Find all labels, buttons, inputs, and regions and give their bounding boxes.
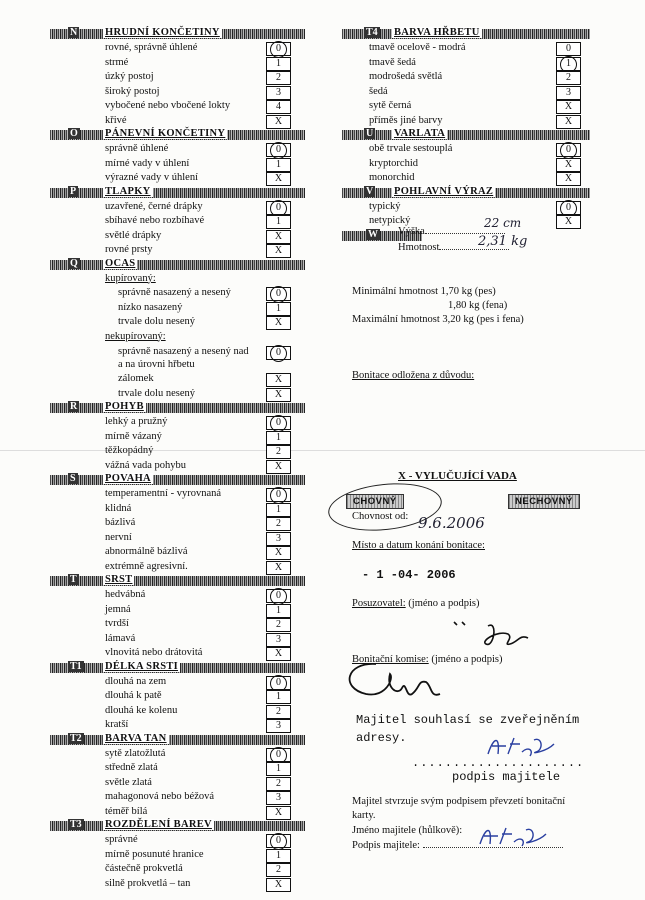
option-label: sbíhavé nebo rozbíhavé [105, 215, 205, 226]
section-title: BARVA TAN [105, 732, 167, 744]
option-row [50, 372, 305, 387]
score-box[interactable]: X [266, 460, 291, 474]
option-row [50, 877, 305, 892]
section-code: T4 [366, 27, 378, 38]
score-box[interactable]: 2 [556, 71, 581, 85]
option-label: nízko nasazený [118, 301, 183, 313]
owner-signature-2 [476, 822, 556, 852]
score-box[interactable]: X [266, 546, 291, 560]
score-box[interactable]: 2 [266, 71, 291, 85]
score-box[interactable]: X [266, 388, 291, 402]
section-title: POVAHA [105, 473, 151, 484]
option-label: klidná [105, 502, 132, 514]
option-row [50, 214, 305, 229]
score-box[interactable]: X [266, 561, 291, 575]
option-row [50, 444, 305, 459]
left-column [50, 27, 305, 891]
score-box[interactable]: X [266, 806, 291, 820]
option-label: mírné vady v úhlení [105, 157, 190, 169]
option-row [50, 560, 305, 575]
section-code: T2 [70, 732, 82, 744]
option-label: strmé [105, 56, 129, 68]
option-label: úzký postoj [105, 71, 154, 82]
option-row [342, 142, 590, 157]
section-header-barva-hrbetu [342, 27, 590, 41]
option-label: modrošedá světlá [369, 71, 443, 82]
score-box[interactable]: 3 [556, 86, 581, 100]
majitel-souhlasi-line1: Majitel souhlasí se zveřejněním [356, 713, 580, 727]
score-box[interactable]: 0 [556, 42, 581, 56]
score-box[interactable]: X [266, 172, 291, 186]
score-box[interactable]: 1 [266, 57, 291, 71]
score-box[interactable]: 2 [266, 863, 291, 877]
section-header-varlata [342, 128, 590, 142]
bonitace-odlozena: Bonitace odložena z důvodu: [352, 370, 475, 381]
option-label-line2: a na úrovni hřbetu [118, 359, 195, 370]
score-box[interactable]: X [266, 230, 291, 244]
section-code: T3 [70, 819, 82, 830]
option-row [50, 430, 305, 445]
option-label: těžkopádný [105, 445, 154, 456]
score-box[interactable]: X [266, 244, 291, 258]
option-label: extrémně agresivní. [105, 560, 188, 572]
score-box[interactable]: X [266, 878, 291, 892]
option-label: silně prokvetlá – tan [105, 877, 191, 889]
section-header-pohyb [50, 401, 305, 415]
option-row [50, 315, 305, 330]
option-label: rovné prsty [105, 244, 153, 255]
section-code: R [70, 401, 78, 412]
chovnost-od-label: Chovnost od: [352, 511, 409, 522]
score-box[interactable]: 0 [266, 488, 291, 502]
score-box[interactable]: 1 [266, 503, 291, 517]
option-label: tmavě ocelově - modrá [369, 42, 466, 53]
section-code: U [366, 128, 374, 139]
option-row [50, 502, 305, 517]
score-box[interactable]: 2 [266, 445, 291, 459]
option-label: správně nasazený a nesený [118, 287, 231, 298]
score-box[interactable]: X [556, 115, 581, 129]
option-row [50, 387, 305, 402]
nechovny-label: NECHOVNÝ [508, 494, 580, 509]
option-row [342, 171, 590, 186]
section-code: Q [70, 257, 78, 269]
section-title: DÉLKA SRSTI [105, 660, 179, 672]
score-box[interactable]: 0 [266, 589, 291, 603]
option-row [50, 848, 305, 863]
option-label: trvale dolu nesený [118, 387, 195, 399]
score-box[interactable]: X [266, 647, 291, 661]
stvrzuje-line2: karty. [352, 810, 376, 821]
min-weight-text: Minimální hmotnost 1,70 kg (pes) [352, 286, 496, 297]
komise-line: Bonitační komise: (jméno a podpis) [352, 654, 503, 665]
option-label: monorchid [369, 172, 415, 183]
option-row [342, 157, 590, 172]
score-box[interactable]: 0 [556, 143, 581, 157]
max-weight-text: Maximální hmotnost 3,20 kg (pes i fena) [352, 314, 524, 325]
section-title: BARVA HŘBETU [394, 27, 480, 38]
score-box[interactable]: 3 [266, 86, 291, 100]
section-title: HRUDNÍ KONČETINY [105, 27, 220, 38]
option-row [50, 805, 305, 820]
option-row [342, 85, 590, 100]
section-title: ROZDĚLENÍ BAREV [105, 819, 212, 830]
option-row [50, 675, 305, 690]
option-label: sytě černá [369, 100, 412, 111]
section-header-srst [50, 574, 305, 588]
option-label: abnormálně bázlivá [105, 546, 188, 557]
score-box[interactable]: X [556, 172, 581, 186]
option-label: lehký a pružný [105, 416, 168, 427]
option-row [50, 545, 305, 560]
score-box[interactable]: 0 [266, 346, 291, 360]
section-header-povaha [50, 473, 305, 487]
section-header-panevni-koncetiny [50, 128, 305, 142]
option-label: lámavá [105, 632, 136, 644]
misto-datum-stamp: - 1 -04- 2006 [362, 568, 456, 582]
option-label: správné [105, 834, 138, 845]
score-box[interactable]: 3 [266, 633, 291, 647]
score-box[interactable]: 0 [266, 201, 291, 215]
option-row [50, 41, 305, 56]
option-row [50, 531, 305, 546]
option-row [50, 790, 305, 805]
podpis-majitele-line: Podpis majitele: [352, 840, 563, 851]
option-label: křivé [105, 114, 127, 126]
score-box[interactable]: X [266, 373, 291, 387]
right-column [342, 27, 590, 229]
vyska-label: Výška [398, 226, 505, 237]
stvrzuje-line1: Majitel stvrzuje svým podpisem převzetí bonitační [352, 796, 566, 807]
option-row [50, 301, 305, 316]
score-box[interactable]: 2 [266, 705, 291, 719]
option-label: mírně vázaný [105, 430, 162, 442]
section-code: S [70, 473, 76, 484]
section-title: OCAS [105, 257, 136, 269]
hmotnost-value: 2,31 kg [478, 234, 528, 249]
score-box[interactable]: 0 [266, 748, 291, 762]
option-row [50, 243, 305, 258]
majitel-souhlasi-line2: adresy. [356, 731, 407, 745]
hmotnost-label: Hmotnost [398, 242, 509, 253]
option-row [50, 56, 305, 71]
option-row [50, 646, 305, 661]
option-row [50, 588, 305, 603]
vylucujici-vada: X - VYLUČUJÍCÍ VADA [398, 470, 517, 482]
option-row [50, 99, 305, 114]
score-box[interactable]: 1 [266, 302, 291, 316]
option-label: kryptorchid [369, 157, 418, 169]
option-label: sytě zlatožlutá [105, 747, 166, 759]
score-box[interactable]: 3 [266, 532, 291, 546]
option-label: hedvábná [105, 589, 146, 600]
option-row [50, 171, 305, 186]
option-row [50, 459, 305, 474]
option-label: vlnovitá nebo drátovitá [105, 647, 203, 658]
option-label: dlouhá na zem [105, 675, 167, 687]
podpis-majitele-label: podpis majitele [452, 770, 561, 784]
option-label: téměř bílá [105, 805, 148, 817]
section-title: POHYB [105, 401, 144, 412]
score-box[interactable]: 3 [266, 719, 291, 733]
option-row [50, 286, 305, 301]
section-header-ocas [50, 258, 305, 272]
option-label: správně úhlené [105, 143, 169, 154]
option-label: kupírovaný: [105, 272, 156, 284]
option-row [50, 617, 305, 632]
option-label: vážná vada pohybu [105, 459, 187, 471]
option-row [50, 157, 305, 172]
score-box[interactable]: 0 [266, 834, 291, 848]
option-row [50, 85, 305, 100]
chovny-label: CHOVNÝ [346, 494, 404, 509]
section-header-pohlavni-vyraz [342, 186, 590, 200]
option-label: tvrdší [105, 618, 129, 629]
score-box[interactable]: 1 [266, 690, 291, 704]
option-row [50, 761, 305, 776]
option-row [50, 70, 305, 85]
section-code: N [70, 27, 78, 38]
score-box[interactable]: 1 [266, 849, 291, 863]
posuzovatel-signature [448, 612, 548, 652]
min-weight-fena: 1,80 kg (fena) [448, 300, 508, 311]
option-row [50, 487, 305, 502]
score-box[interactable]: 2 [266, 517, 291, 531]
option-row [50, 142, 305, 157]
section-title: TLAPKY [105, 185, 151, 197]
option-row [50, 704, 305, 719]
option-row [342, 56, 590, 71]
option-label: příměs jiné barvy [369, 114, 443, 126]
option-label [118, 345, 249, 371]
option-label: mírně posunuté hranice [105, 848, 204, 860]
section-code: O [70, 128, 78, 139]
score-box[interactable]: 1 [266, 431, 291, 445]
option-label: dlouhá k patě [105, 690, 162, 701]
selection-circle [270, 345, 287, 362]
option-row [50, 114, 305, 129]
option-row [342, 114, 590, 129]
option-label: tmavě šedá [369, 56, 416, 68]
score-box[interactable]: 1 [556, 57, 581, 71]
option-label: bázlivá [105, 517, 136, 528]
option-label: temperamentní - vyrovnaná [105, 488, 222, 499]
option-row [50, 747, 305, 762]
option-row [342, 200, 590, 215]
option-label: nekupírovaný: [105, 330, 166, 342]
option-label: netypický [369, 215, 411, 226]
score-box[interactable]: 0 [266, 416, 291, 430]
jmeno-majitele: Jméno majitele (hůlkově): [352, 825, 463, 836]
score-box[interactable]: 2 [266, 618, 291, 632]
option-row [50, 776, 305, 791]
option-label: dlouhá ke kolenu [105, 704, 178, 716]
option-row [50, 415, 305, 430]
score-box[interactable]: X [266, 115, 291, 129]
section-header-hrudni-koncetiny [50, 27, 305, 41]
option-label: nervní [105, 531, 132, 543]
option-row [50, 272, 305, 287]
option-row [50, 718, 305, 733]
score-box[interactable]: X [556, 215, 581, 229]
score-box[interactable]: 1 [266, 762, 291, 776]
option-label: kratší [105, 719, 129, 730]
score-box[interactable]: 1 [266, 604, 291, 618]
option-row [50, 344, 305, 372]
section-code: T1 [70, 660, 82, 672]
score-box[interactable]: 1 [266, 215, 291, 229]
option-row [50, 689, 305, 704]
option-label: obě trvale sestouplá [369, 143, 453, 154]
score-box[interactable]: X [556, 158, 581, 172]
section-header-barva-tan [50, 733, 305, 747]
option-row [50, 330, 305, 345]
score-box[interactable]: 0 [266, 676, 291, 690]
section-code: W [368, 229, 378, 240]
score-box[interactable]: 0 [266, 42, 291, 56]
option-row [50, 632, 305, 647]
score-box[interactable]: 0 [266, 287, 291, 301]
section-header-delka-srsti [50, 661, 305, 675]
option-label: částečně prokvetlá [105, 863, 183, 874]
option-row [342, 41, 590, 56]
option-label: mahagonová nebo béžová [105, 791, 215, 802]
section-title: VARLATA [394, 128, 446, 139]
option-label: výrazné vady v úhlení [105, 172, 199, 183]
option-label: středně zlatá [105, 762, 158, 773]
option-row [50, 200, 305, 215]
chovnost-od-value: 9.6.2006 [418, 514, 485, 532]
option-label: světle zlatá [105, 776, 152, 788]
option-label: rovné, správně úhlené [105, 42, 198, 53]
score-box[interactable]: 2 [266, 777, 291, 791]
option-label: typický [369, 200, 401, 212]
posuzovatel-line: Posuzovatel: (jméno a podpis) [352, 598, 480, 609]
option-label: jemná [105, 603, 131, 615]
score-box[interactable]: 4 [266, 100, 291, 114]
section-code: T [70, 574, 77, 585]
misto-datum-label: Místo a datum konání bonitace: [352, 540, 485, 551]
option-row [342, 70, 590, 85]
option-row [50, 603, 305, 618]
option-row [50, 229, 305, 244]
option-label: zálomek [118, 373, 154, 384]
option-row [50, 516, 305, 531]
score-box[interactable]: X [556, 100, 581, 114]
option-label: šedá [369, 85, 388, 97]
option-label: široký postoj [105, 85, 160, 97]
section-header-tlapky [50, 186, 305, 200]
section-code: P [70, 185, 77, 197]
option-label: uzavřené, černé drápky [105, 200, 203, 212]
score-box[interactable]: 3 [266, 791, 291, 805]
option-row [50, 862, 305, 877]
score-box[interactable]: X [266, 316, 291, 330]
section-title: PÁNEVNÍ KONČETINY [105, 128, 226, 139]
option-row [50, 833, 305, 848]
section-header-rozdeleni-barev [50, 819, 305, 833]
option-label: trvale dolu nesený [118, 316, 195, 327]
komise-signature [336, 658, 466, 708]
section-code: V [366, 185, 374, 197]
vyska-value: 22 cm [484, 216, 522, 230]
score-box[interactable]: 0 [266, 143, 291, 157]
option-row [342, 99, 590, 114]
option-label-line1: správně nasazený a nesený nad [118, 346, 249, 357]
option-label: vybočené nebo vbočené lokty [105, 100, 231, 111]
score-box[interactable]: 1 [266, 158, 291, 172]
score-box[interactable]: 0 [556, 201, 581, 215]
section-title: SRST [105, 574, 133, 585]
option-label: světlé drápky [105, 229, 162, 241]
section-title: POHLAVNÍ VÝRAZ [394, 185, 494, 197]
podpis-majitele-dots: ..................... [412, 756, 585, 770]
